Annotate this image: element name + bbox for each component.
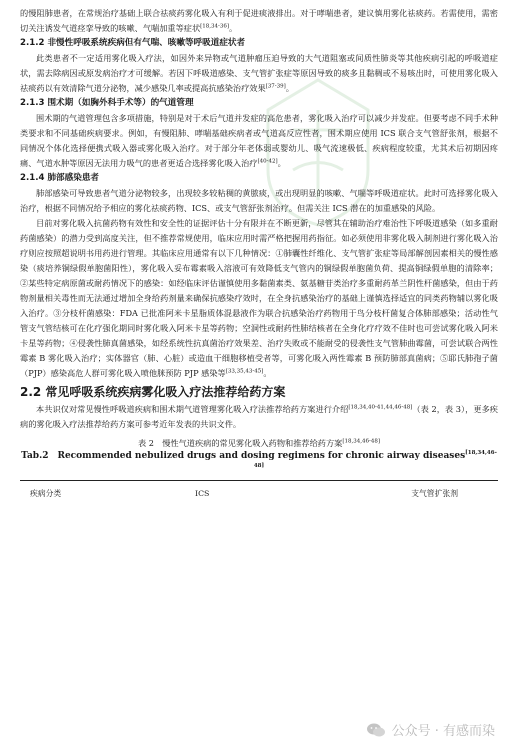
watermark-text: 公众号 · 有感而染 [391,724,495,739]
citation[interactable]: [18,34-36] [200,23,230,30]
citation[interactable]: [37-39] [265,83,286,90]
table-header-disease: 疾病分类 [30,489,62,498]
table-caption-en: Tab.2 Recommended nebulized drugs and dosing regimens for chronic airway diseases[18,34,46-48] [21,450,497,469]
table-caption-cn: 表 2 慢性气道疾病的常见雾化吸入药物和推荐给药方案[18,34,46-48] [138,438,380,448]
section-heading-2-1-3: 2.1.3 围术期（如胸外科手术等）的气道管理 [20,98,194,108]
wechat-icon [366,722,386,738]
paragraph-regimen-intro: 本共识仅对常见慢性呼吸道疾病和围术期气道管理雾化吸入疗法推荐给药方案进行介绍[18,34,40-41,44,46-48]（表 2，表 3），更多疾病的雾化吸入疗法推荐给药方案可参考近年发表的共识文件。 [20,404,498,429]
paragraph-lung-infection: 肺部感染可导致患者气道分泌物较多，出现较多较粘稠的黄脓痰，或出现明显的咳嗽、气喘等呼吸道症状。此时可选择雾化吸入治疗，根据不同情况给予相应的雾化祛痰药物、ICS、或支气管舒张剂治疗。但需关注 ICS 潜在的加重感染的风险。 [20,188,498,213]
paragraph-antibiotics: 目前对雾化吸入抗菌药物有效性和安全性的证据评估十分有限并在不断更新，尽管其在辅助治疗难治性下呼吸道感染（如多重耐药菌感染）的潜力受到高度关注，但不推荐常规使用，临床应用时需严格把握用药指征。如必须使用非雾化吸入制剂进行雾化吸入治疗则应按照超说明书用药进行管理。其临床应用通常有以下几种情况：①肺囊性纤维化、支气管扩张症等局部解剖因素相关的慢性感染（痰培养铜绿假单胞菌阳性），雾化吸入妥布霉素吸入溶液可有效降低支气管内的铜绿假单胞菌负荷、提高铜绿假单胞的清除率；②某些特定病原菌或耐药情况下的感染：如经临床评估谨慎使用多黏菌素类、氨基糖苷类治疗多重耐药革兰阴性杆菌感染，但由于药物剂量相关毒性而无法通过增加全身给药剂量来确保抗感染疗效时，在全身抗感染治疗的基础上谨慎选择适宜的同类药物辅以雾化吸入治疗。③分枝杆菌感染：FDA 已批准阿米卡星脂质体混悬液作为联合抗感染治疗药物用于鸟分枝杆菌复合体肺部感染；活动性气管支气管结核可在化疗强化期同时雾化吸入阿米卡星等药物；空洞性或耐药性肺结核者在全身化疗疗效不佳时也可尝试雾化吸入阿米卡星等药物；④侵袭性肺真菌感染，如经系统性抗真菌治疗效果差、治疗失败或不能耐受的侵袭性支气管肺曲霉菌，可尝试联合两性霉素 B 雾化吸入治疗；实体器官（肺、心脏）或造血干细胞移植受者等，可雾化吸入两性霉素 B 预防肺部真菌病；⑤耶氏肺孢子菌（PJP）感染高危人群可雾化吸入喷他脒预防 PJP 感染等[33,35,43-45]。 [20,218,498,378]
section-heading-2-1-4: 2.1.4 肺部感染患者 [20,173,100,183]
citation[interactable]: [18,34,40-41,44,46-48] [348,404,413,411]
citation[interactable]: [40-42] [257,158,278,165]
section-heading-2-2: 2.2 常见呼吸系统疾病雾化吸入疗法推荐给药方案 [20,385,286,399]
table-header-bronchodilator: 支气管扩张剂 [411,489,458,498]
paragraph-continued: 的慢阻肺患者，在常规治疗基础上联合祛痰药雾化吸入有利于促进痰液排出。对于哮喘患者，建议慎用雾化祛痰药。若需使用，需密切关注诱发气道痉挛导致的咳嗽、气喘加重等症状[18,34-36]。 [20,8,498,33]
paragraph-non-copd: 此类患者不一定适用雾化吸入疗法，如因外来异物或气道肿瘤压迫导致的大气道阻塞或间质性肺炎等其他疾病引起的呼吸道症状，需去除病因或原发病治疗才可缓解。若因下呼吸道感染、支气管扩张症等原因导致的痰多且黏稠或不易咳出时，可使用雾化吸入祛痰药以有效清除气道分泌物，减少感染几率或提高抗感染治疗效果[37-39]。 [20,53,498,93]
table-header-row [20,481,498,503]
citation[interactable]: [33,35,43-45] [225,368,264,375]
section-heading-2-1-2: 2.1.2 非慢性呼吸系统疾病但有气喘、咳嗽等呼吸道症状者 [20,38,246,48]
document-page [20,6,498,503]
watermark [366,720,495,739]
paragraph-perioperative: 围术期的气道管理包含多项措施，特别是对于术后气道并发症的高危患者，雾化吸入治疗可以减少并发症。但要考虑不同手术种类要求和不同基础疾病要求。例如，有慢阻肺、哮喘基础疾病者或气道高反应性者，围术期应使用 ICS 联合支气管舒张剂，根据不同情况个体化选择便携式吸入器或雾化吸入治疗。对于部分年老体弱或婴幼儿、吸气流速极低、疾病程度较重，尤其术后初期因疼痛、气道水肿等原因无法用力吸气的患者更适合选择雾化吸入治疗[40-42]。 [20,113,498,168]
table-header-ics: ICS [195,489,210,498]
